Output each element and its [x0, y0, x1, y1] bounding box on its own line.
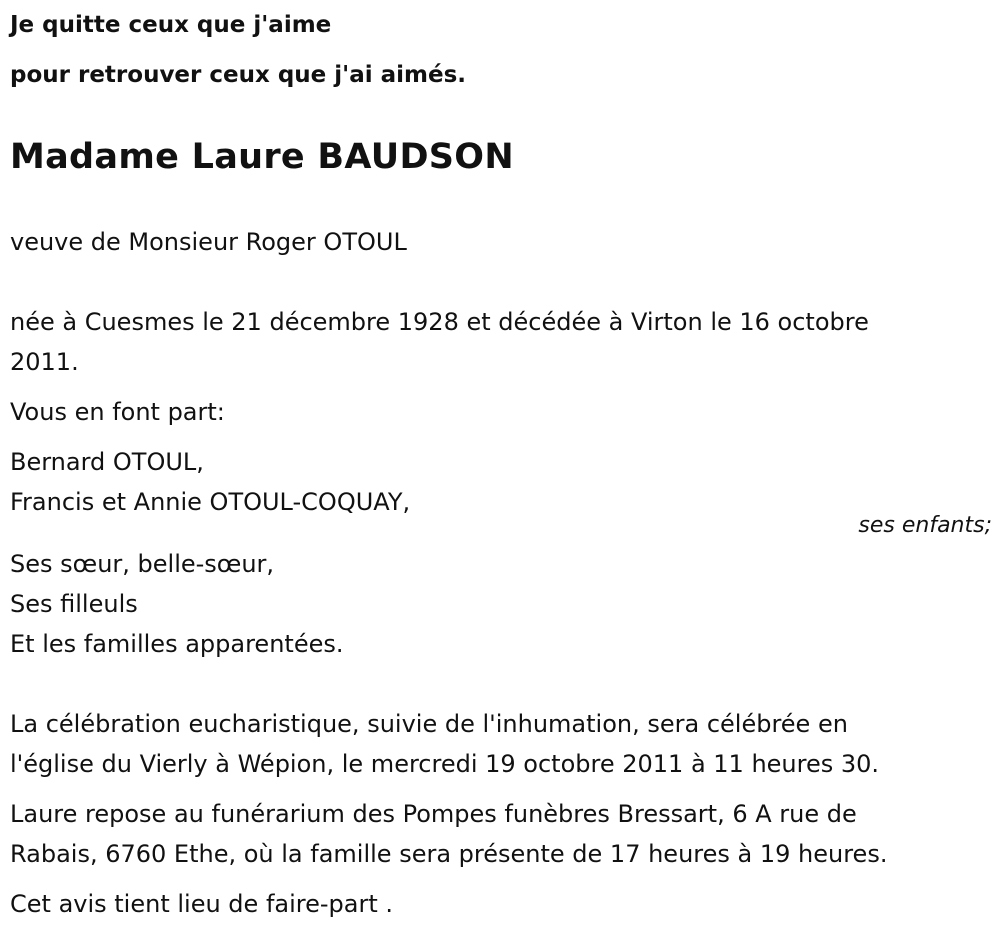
birth-death-line-2: 2011.	[10, 348, 79, 376]
funeral-home-line-2: Rabais, 6760 Ethe, où la famille sera présente de 17 heures à 19 heures.	[10, 840, 888, 868]
child-name: Bernard OTOUL,	[10, 448, 204, 476]
epigraph-line-2: pour retrouver ceux que j'ai aimés.	[10, 62, 467, 88]
relatives-line: Ses filleuls	[10, 590, 138, 618]
ceremony-line-1: La célébration eucharistique, suivie de l'inhumation, sera célébrée en	[10, 710, 848, 738]
ceremony-line-2: l'église du Vierly à Wépion, le mercredi 19 octobre 2011 à 11 heures 30.	[10, 750, 880, 778]
children-role-label: ses enfants;	[858, 513, 992, 538]
relatives-line: Ses sœur, belle-sœur,	[10, 550, 275, 578]
widow-of-text: veuve de Monsieur Roger OTOUL	[10, 228, 407, 256]
child-name: Francis et Annie OTOUL-COQUAY,	[10, 488, 411, 516]
relatives-line: Et les familles apparentées.	[10, 630, 344, 658]
birth-death-line-1: née à Cuesmes le 21 décembre 1928 et décédée à Virton le 16 octobre	[10, 308, 869, 336]
announcement-intro: Vous en font part:	[10, 398, 225, 426]
closing-note: Cet avis tient lieu de faire-part .	[10, 890, 394, 918]
epigraph-line-1: Je quitte ceux que j'aime	[10, 12, 332, 38]
funeral-home-line-1: Laure repose au funérarium des Pompes funèbres Bressart, 6 A rue de	[10, 800, 857, 828]
deceased-name: Madame Laure BAUDSON	[10, 137, 514, 177]
